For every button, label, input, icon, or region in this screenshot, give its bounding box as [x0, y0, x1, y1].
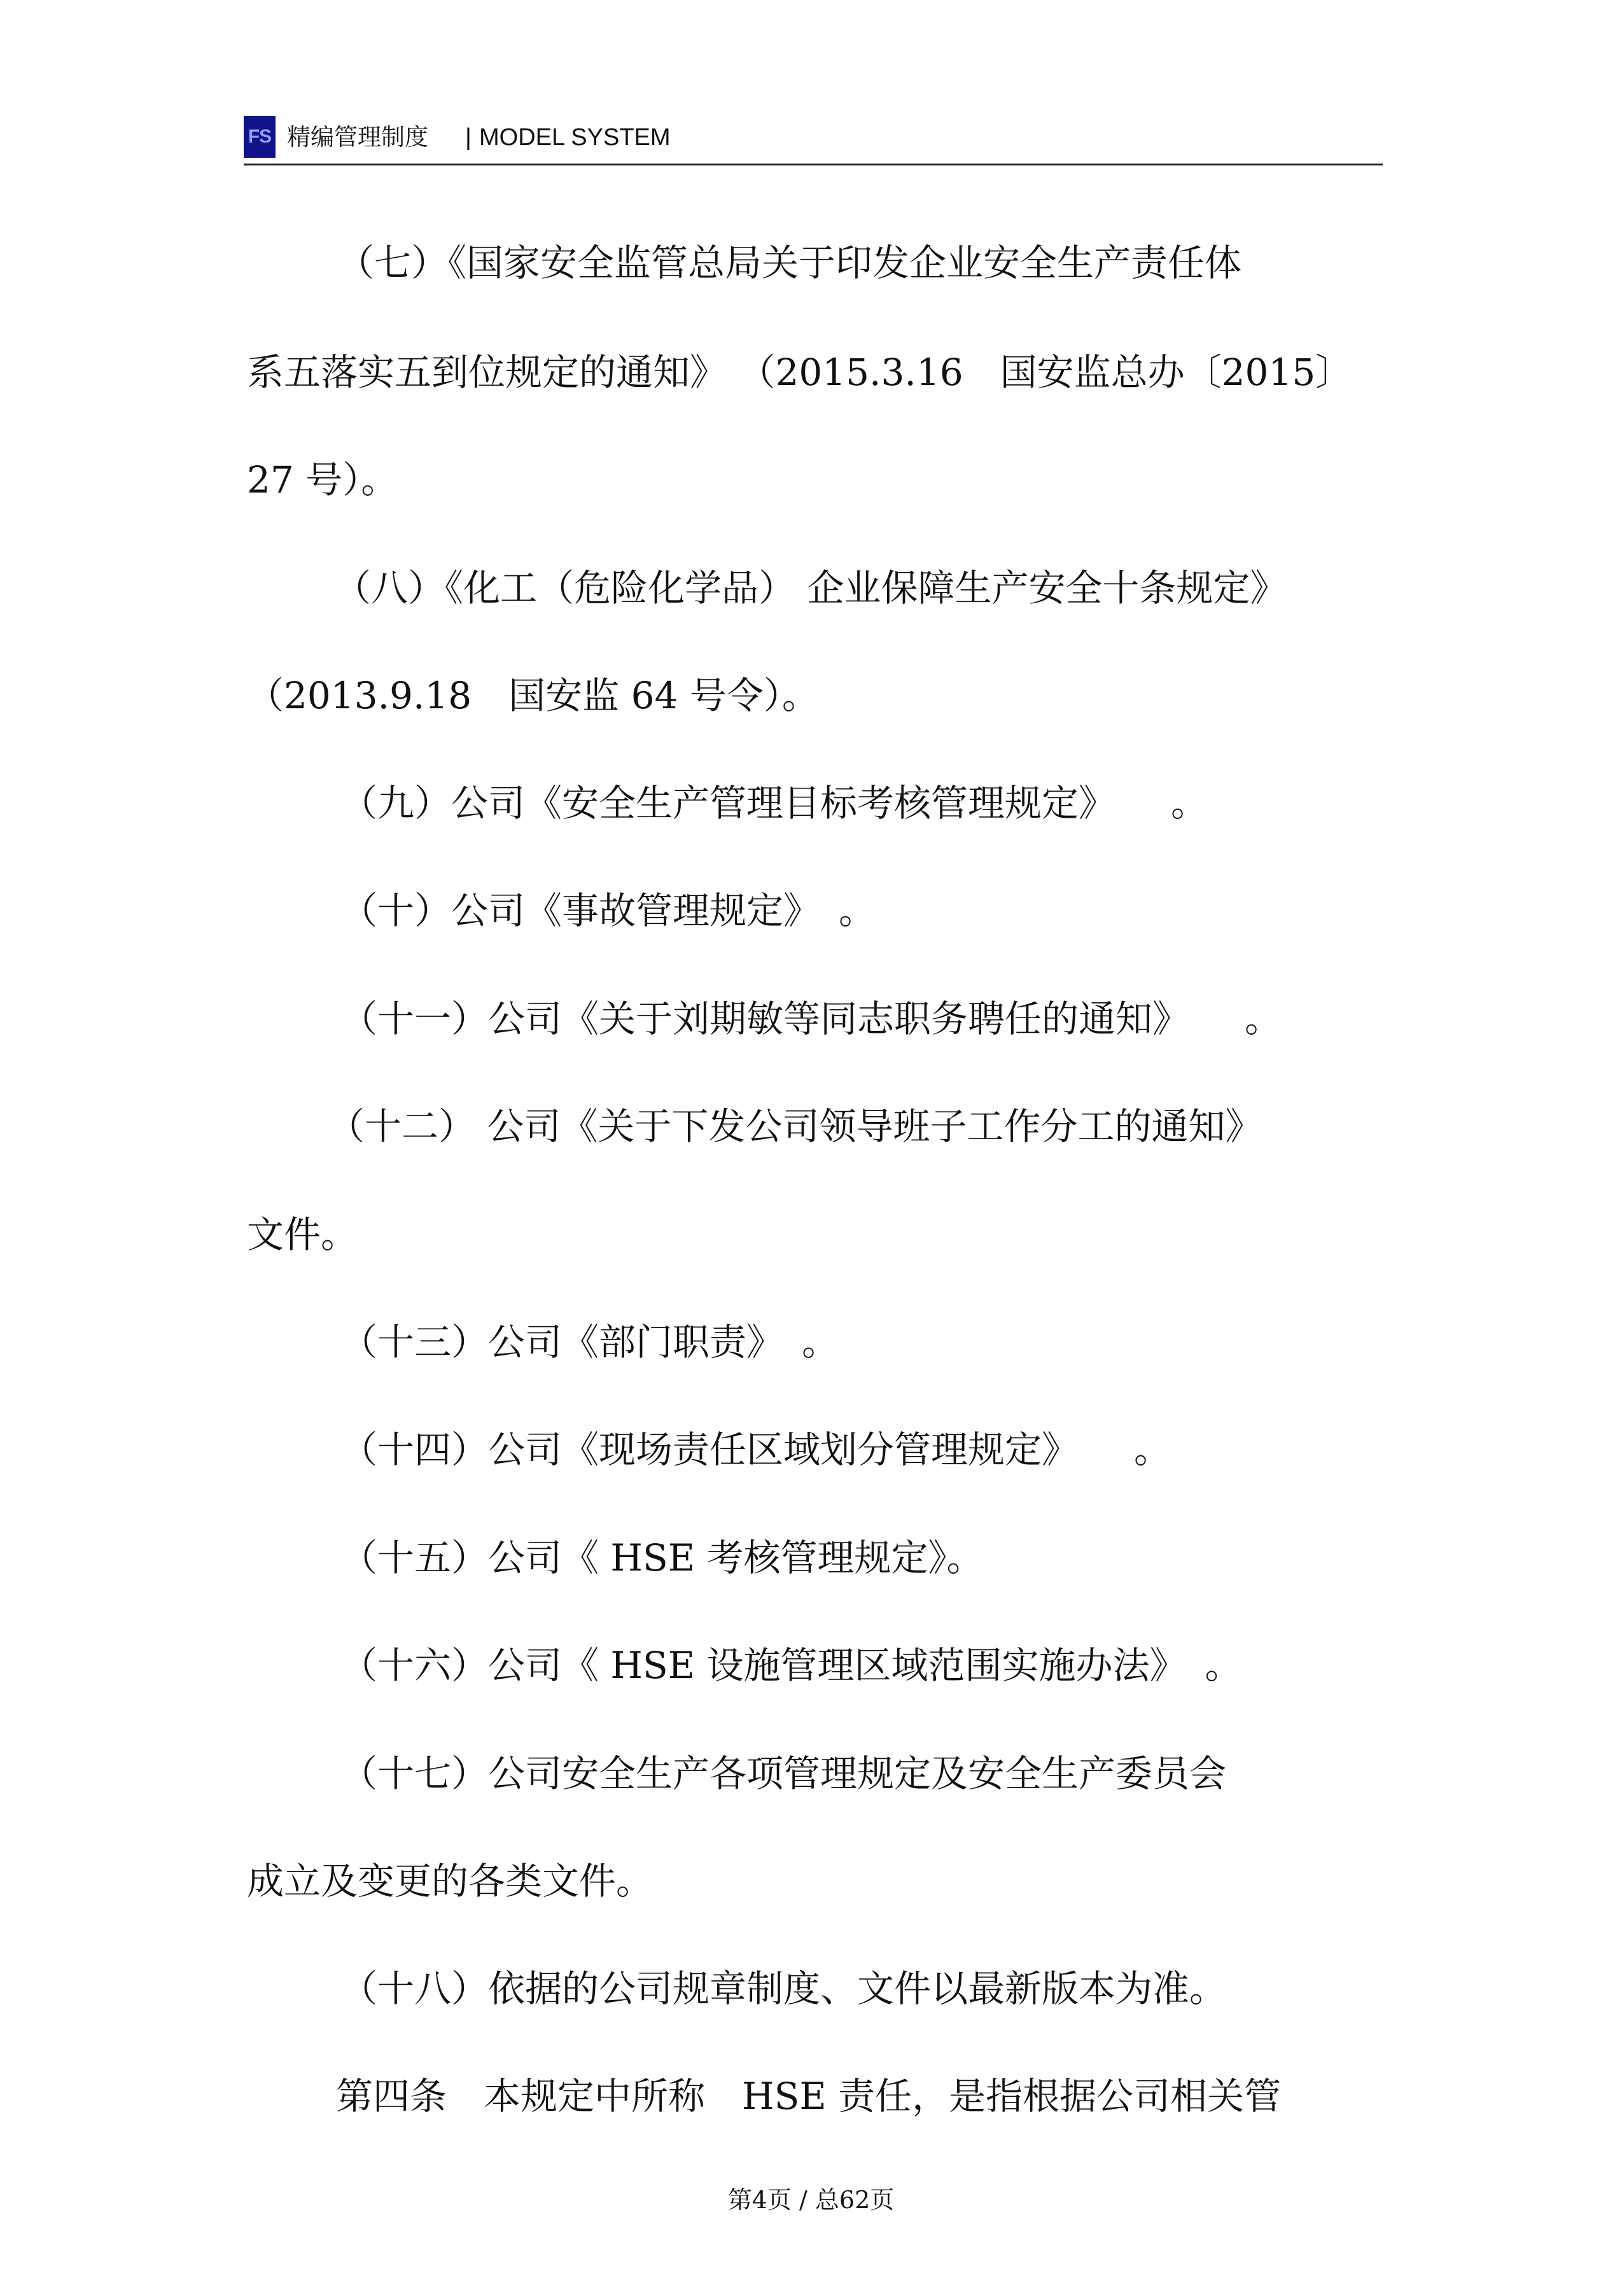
text-line: 27 号）。	[247, 458, 398, 501]
page-number: 第4页 / 总62页	[727, 2186, 895, 2214]
header-title: 精编管理制度	[287, 123, 428, 151]
text-line: （十一）公司《关于刘期敏等同志职务聘任的通知》 。	[340, 997, 1282, 1040]
text-line: 系五落实五到位规定的通知》 （2015.3.16 国安监总办〔2015〕	[247, 351, 1353, 394]
text-line: 第四条 本规定中所称 HSE 责任，是指根据公司相关管	[336, 2075, 1282, 2118]
text-line: 成立及变更的各类文件。	[247, 1859, 654, 1903]
text-line: （十七）公司安全生产各项管理规定及安全生产委员会	[340, 1752, 1227, 1795]
text-line: （八）《化工（危险化学品） 企业保障生产安全十条规定》	[334, 566, 1287, 610]
header-subtitle: MODEL SYSTEM	[479, 124, 671, 151]
text-line: （十五）公司《 HSE 考核管理规定》。	[340, 1536, 984, 1579]
text-line: （九）公司《安全生产管理目标考核管理规定》 。	[340, 781, 1208, 825]
text-line: （十二） 公司《关于下发公司领导班子工作分工的通知》	[328, 1105, 1262, 1148]
text-line: （十）公司《事故管理规定》 。	[340, 889, 876, 932]
page-header	[244, 113, 1383, 165]
text-line: （七）《国家安全监管总局关于印发企业安全生产责任体	[337, 241, 1242, 284]
text-line: （十四）公司《现场责任区域划分管理规定》 。	[340, 1428, 1171, 1471]
text-line: （十三）公司《部门职责》 。	[340, 1320, 839, 1364]
text-line: （2013.9.18 国安监 64 号令）。	[247, 674, 819, 717]
header-separator: |	[465, 124, 472, 151]
header-divider	[244, 164, 1383, 165]
logo: FS	[244, 116, 276, 158]
text-line: 文件。	[247, 1213, 358, 1256]
text-line: （十八）依据的公司规章制度、文件以最新版本为准。	[340, 1967, 1227, 2010]
text-line: （十六）公司《 HSE 设施管理区域范围实施办法》 。	[340, 1644, 1242, 1687]
